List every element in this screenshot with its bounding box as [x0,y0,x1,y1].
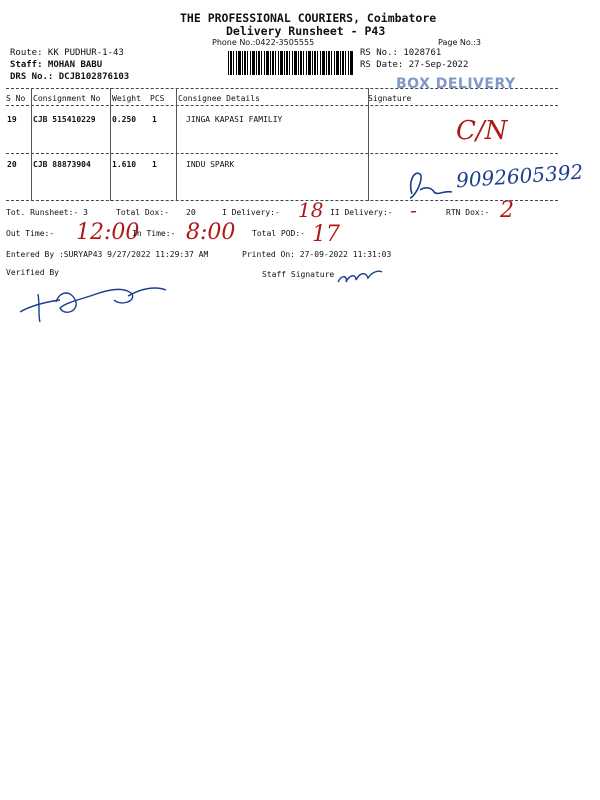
col-pcs: PCS [150,94,165,103]
divider [6,105,558,106]
tot-runsheet: Tot. Runsheet:- 3 [6,208,88,217]
box-delivery-stamp: BOX DELIVERY [396,76,516,92]
in-time-label: In Time:- [132,229,176,238]
entered-by: Entered By :SURYAP43 9/27/2022 11:29:37 AM [6,250,209,259]
rtn-dox-label: RTN Dox:- [446,208,490,217]
col-sno: S No [6,94,26,103]
total-dox-label: Total Dox:- [116,208,169,217]
out-time-label: Out Time:- [6,229,55,238]
printed-on: Printed On: 27-09-2022 11:31:03 [242,250,392,259]
col-consignee: Consignee Details [178,94,260,103]
in-time-hw: 8:00 [186,220,236,245]
rtn-dox-hw: 2 [500,198,514,223]
row-consignment: CJB 88873904 [33,160,91,169]
col-signature: Signature [368,94,412,103]
handwritten-cn: C/N [456,116,508,146]
staff-signature-label: Staff Signature [262,270,335,279]
row-sno: 20 [7,160,17,169]
verifier-signature [16,276,176,324]
i-delivery-hw: 18 [298,198,324,222]
verified-by: Verified By [6,268,59,277]
staff-name: Staff: MOHAN BABU [10,60,103,70]
column-line [31,88,32,201]
row-pcs: 1 [152,160,157,169]
divider [6,153,558,154]
barcode [228,51,353,75]
column-line [110,88,111,201]
out-time-hw: 12:00 [76,220,140,245]
ii-delivery-hw: - [410,198,417,222]
route: Route: KK PUDHUR-1-43 [10,48,124,58]
ii-delivery-label: II Delivery:- [330,208,393,217]
row-sno: 19 [7,115,17,124]
column-line [176,88,177,201]
rs-date: RS Date: 27-Sep-2022 [360,60,469,70]
staff-signature [334,262,384,288]
i-delivery-label: I Delivery:- [222,208,280,217]
total-pod-hw: 17 [312,222,340,247]
total-pod-label: Total POD:- [252,229,305,238]
company-title: THE PROFESSIONAL COURIERS, Coimbatore [180,11,437,25]
phone-number: Phone No.:0422-3505555 [212,38,315,47]
row-consignee: INDU SPARK [186,160,235,169]
divider [6,88,558,89]
column-line [368,88,369,201]
runsheet-title: Delivery Runsheet - P43 [226,24,386,38]
drs-number: DRS No.: DCJB102876103 [10,72,130,82]
row-pcs: 1 [152,115,157,124]
rs-number: RS No.: 1028761 [360,48,442,58]
row-weight: 1.610 [112,160,137,169]
row-weight: 0.250 [112,115,137,124]
handwritten-phone: 9092605392 [455,159,584,193]
col-consignment: Consignment No [33,94,101,103]
total-dox-value: 20 [186,208,196,217]
row-consignment: CJB 515410229 [33,115,96,124]
divider [6,200,558,201]
page-number: Page No.:3 [438,38,481,47]
col-weight: Weight [112,94,141,103]
row-consignee: JINGA KAPASI FAMILIY [186,115,283,124]
